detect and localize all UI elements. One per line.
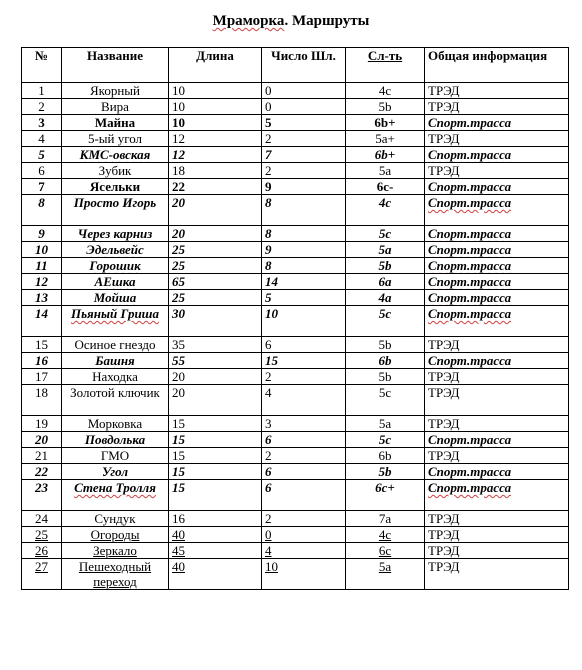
route-length: 18 — [169, 163, 262, 179]
table-row — [22, 83, 569, 99]
route-length: 55 — [169, 353, 262, 369]
route-bolts: 2 — [262, 163, 346, 179]
route-name: Майна — [62, 115, 169, 131]
route-grade: 7a — [346, 511, 425, 527]
route-length: 15 — [169, 464, 262, 480]
header-bolts: Число Шл. — [262, 48, 346, 83]
route-number: 14 — [22, 306, 62, 337]
route-info: Спорт.трасса — [425, 242, 569, 258]
route-info: Спорт.трасса — [425, 306, 569, 337]
route-info: ТРЭД — [425, 511, 569, 527]
table-row — [22, 306, 569, 337]
route-bolts: 2 — [262, 131, 346, 147]
route-bolts: 9 — [262, 242, 346, 258]
route-bolts: 6 — [262, 464, 346, 480]
route-bolts: 5 — [262, 290, 346, 306]
table-row — [22, 337, 569, 353]
route-info: Спорт.трасса — [425, 290, 569, 306]
route-grade: 5c — [346, 432, 425, 448]
table-row — [22, 543, 569, 559]
route-bolts: 14 — [262, 274, 346, 290]
route-bolts: 10 — [262, 306, 346, 337]
route-info: ТРЭД — [425, 83, 569, 99]
route-length: 65 — [169, 274, 262, 290]
route-name: Пешеходный переход — [62, 559, 169, 590]
route-number: 15 — [22, 337, 62, 353]
route-info: Спорт.трасса — [425, 464, 569, 480]
header-num: № — [22, 48, 62, 83]
route-length: 40 — [169, 559, 262, 590]
route-bolts: 6 — [262, 432, 346, 448]
route-length: 35 — [169, 337, 262, 353]
route-number: 19 — [22, 416, 62, 432]
route-number: 16 — [22, 353, 62, 369]
route-name: Золотой ключик — [62, 385, 169, 416]
route-bolts: 2 — [262, 448, 346, 464]
route-length: 20 — [169, 385, 262, 416]
route-number: 5 — [22, 147, 62, 163]
route-bolts: 2 — [262, 511, 346, 527]
route-number: 23 — [22, 480, 62, 511]
route-bolts: 8 — [262, 226, 346, 242]
route-number: 10 — [22, 242, 62, 258]
route-info: Спорт.трасса — [425, 147, 569, 163]
route-length: 12 — [169, 147, 262, 163]
table-row — [22, 511, 569, 527]
table-row — [22, 385, 569, 416]
route-name: Ясельки — [62, 179, 169, 195]
route-name: Зубик — [62, 163, 169, 179]
title-place: Мраморка — [212, 13, 285, 29]
route-name: 5-ый угол — [62, 131, 169, 147]
route-name: ГМО — [62, 448, 169, 464]
table-row — [22, 353, 569, 369]
route-name: АЕшка — [62, 274, 169, 290]
route-number: 12 — [22, 274, 62, 290]
route-info: ТРЭД — [425, 527, 569, 543]
route-info: ТРЭД — [425, 337, 569, 353]
route-name: Башня — [62, 353, 169, 369]
route-grade: 5b — [346, 464, 425, 480]
route-info: ТРЭД — [425, 99, 569, 115]
route-info: Спорт.трасса — [425, 258, 569, 274]
routes-table-body — [22, 83, 569, 590]
route-number: 11 — [22, 258, 62, 274]
route-grade: 6b+ — [346, 147, 425, 163]
routes-table — [21, 47, 569, 590]
route-bolts: 15 — [262, 353, 346, 369]
route-info: Спорт.трасса — [425, 274, 569, 290]
page-title — [0, 12, 582, 30]
route-number: 22 — [22, 464, 62, 480]
table-row — [22, 559, 569, 590]
route-info: ТРЭД — [425, 369, 569, 385]
table-row — [22, 163, 569, 179]
route-bolts: 0 — [262, 83, 346, 99]
route-length: 16 — [169, 511, 262, 527]
route-info: Спорт.трасса — [425, 353, 569, 369]
table-row — [22, 464, 569, 480]
route-bolts: 8 — [262, 195, 346, 226]
route-length: 15 — [169, 448, 262, 464]
table-row — [22, 527, 569, 543]
table-row — [22, 226, 569, 242]
route-grade: 4c — [346, 83, 425, 99]
route-length: 10 — [169, 99, 262, 115]
route-grade: 5a — [346, 163, 425, 179]
route-bolts: 3 — [262, 416, 346, 432]
table-row — [22, 99, 569, 115]
route-length: 20 — [169, 369, 262, 385]
route-grade: 5b — [346, 369, 425, 385]
route-info: Спорт.трасса — [425, 115, 569, 131]
header-grade: Сл-ть — [346, 48, 425, 83]
route-length: 25 — [169, 258, 262, 274]
route-length: 22 — [169, 179, 262, 195]
route-info: Спорт.трасса — [425, 432, 569, 448]
route-grade: 4a — [346, 290, 425, 306]
route-name: Вира — [62, 99, 169, 115]
route-name: Сундук — [62, 511, 169, 527]
route-length: 40 — [169, 527, 262, 543]
route-grade: 5a+ — [346, 131, 425, 147]
route-number: 24 — [22, 511, 62, 527]
table-row — [22, 416, 569, 432]
route-number: 4 — [22, 131, 62, 147]
table-row — [22, 195, 569, 226]
route-name: Находка — [62, 369, 169, 385]
route-length: 20 — [169, 195, 262, 226]
table-row — [22, 448, 569, 464]
route-bolts: 9 — [262, 179, 346, 195]
route-number: 1 — [22, 83, 62, 99]
route-bolts: 0 — [262, 527, 346, 543]
route-number: 17 — [22, 369, 62, 385]
route-name: Морковка — [62, 416, 169, 432]
header-name: Название — [62, 48, 169, 83]
table-row — [22, 258, 569, 274]
table-row — [22, 179, 569, 195]
table-row — [22, 432, 569, 448]
route-bolts: 5 — [262, 115, 346, 131]
route-info: Спорт.трасса — [425, 226, 569, 242]
table-row — [22, 290, 569, 306]
route-length: 10 — [169, 115, 262, 131]
route-number: 7 — [22, 179, 62, 195]
route-info: ТРЭД — [425, 131, 569, 147]
route-info: ТРЭД — [425, 559, 569, 590]
route-length: 25 — [169, 242, 262, 258]
route-grade: 6c+ — [346, 480, 425, 511]
route-number: 13 — [22, 290, 62, 306]
route-number: 20 — [22, 432, 62, 448]
route-info: ТРЭД — [425, 448, 569, 464]
route-length: 15 — [169, 416, 262, 432]
route-grade: 5a — [346, 416, 425, 432]
route-name: Якорный — [62, 83, 169, 99]
route-number: 27 — [22, 559, 62, 590]
route-length: 45 — [169, 543, 262, 559]
route-grade: 5c — [346, 226, 425, 242]
route-bolts: 4 — [262, 543, 346, 559]
route-grade: 6a — [346, 274, 425, 290]
route-name: Мойша — [62, 290, 169, 306]
route-grade: 4c — [346, 195, 425, 226]
route-name: Повдолька — [62, 432, 169, 448]
table-row — [22, 480, 569, 511]
route-name: Стена Тролля — [62, 480, 169, 511]
route-name: Огороды — [62, 527, 169, 543]
route-info: Спорт.трасса — [425, 179, 569, 195]
header-length: Длина — [169, 48, 262, 83]
route-bolts: 10 — [262, 559, 346, 590]
route-info: ТРЭД — [425, 543, 569, 559]
route-bolts: 4 — [262, 385, 346, 416]
route-name: Просто Игорь — [62, 195, 169, 226]
route-grade: 6b — [346, 448, 425, 464]
route-number: 26 — [22, 543, 62, 559]
route-name: Угол — [62, 464, 169, 480]
route-grade: 6b+ — [346, 115, 425, 131]
route-name: Пьяный Гриша — [62, 306, 169, 337]
route-bolts: 6 — [262, 337, 346, 353]
route-number: 18 — [22, 385, 62, 416]
route-name: Зеркало — [62, 543, 169, 559]
route-length: 25 — [169, 290, 262, 306]
route-name: Осиное гнездо — [62, 337, 169, 353]
table-row — [22, 242, 569, 258]
route-bolts: 7 — [262, 147, 346, 163]
route-info: ТРЭД — [425, 385, 569, 416]
route-grade: 5b — [346, 337, 425, 353]
route-grade: 5a — [346, 242, 425, 258]
route-bolts: 8 — [262, 258, 346, 274]
route-name: Эдельвейс — [62, 242, 169, 258]
route-grade: 5c — [346, 385, 425, 416]
table-row — [22, 369, 569, 385]
route-name: КМС-овская — [62, 147, 169, 163]
route-grade: 5b — [346, 258, 425, 274]
route-number: 8 — [22, 195, 62, 226]
title-suffix: . Маршруты — [284, 13, 370, 29]
route-grade: 6c — [346, 543, 425, 559]
route-info: Спорт.трасса — [425, 480, 569, 511]
route-number: 21 — [22, 448, 62, 464]
route-length: 10 — [169, 83, 262, 99]
table-row — [22, 115, 569, 131]
route-length: 20 — [169, 226, 262, 242]
route-grade: 5b — [346, 99, 425, 115]
route-name: Через карниз — [62, 226, 169, 242]
table-header-row — [22, 48, 569, 83]
table-row — [22, 147, 569, 163]
route-number: 25 — [22, 527, 62, 543]
route-bolts: 0 — [262, 99, 346, 115]
route-length: 30 — [169, 306, 262, 337]
route-length: 12 — [169, 131, 262, 147]
route-number: 6 — [22, 163, 62, 179]
route-grade: 5c — [346, 306, 425, 337]
route-number: 3 — [22, 115, 62, 131]
table-row — [22, 131, 569, 147]
route-grade: 6b — [346, 353, 425, 369]
route-bolts: 6 — [262, 480, 346, 511]
route-name: Горошик — [62, 258, 169, 274]
route-number: 9 — [22, 226, 62, 242]
route-grade: 6c- — [346, 179, 425, 195]
route-info: ТРЭД — [425, 416, 569, 432]
table-row — [22, 274, 569, 290]
route-bolts: 2 — [262, 369, 346, 385]
route-info: ТРЭД — [425, 163, 569, 179]
header-info: Общая информация — [425, 48, 569, 83]
route-info: Спорт.трасса — [425, 195, 569, 226]
route-length: 15 — [169, 480, 262, 511]
route-number: 2 — [22, 99, 62, 115]
route-grade: 4c — [346, 527, 425, 543]
route-grade: 5a — [346, 559, 425, 590]
route-length: 15 — [169, 432, 262, 448]
